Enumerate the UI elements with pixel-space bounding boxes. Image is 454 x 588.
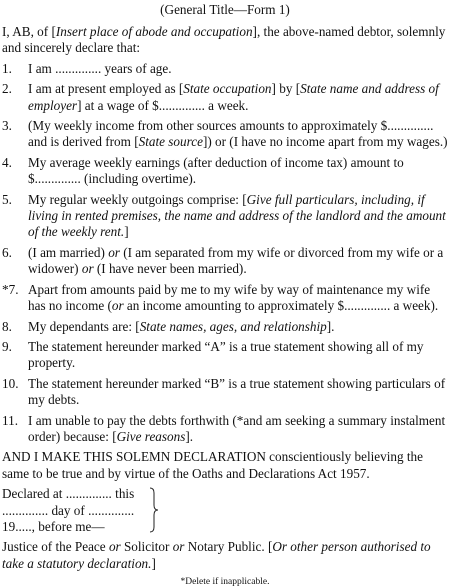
item-3 (2, 118, 448, 151)
item-placeholder: State name and address of employer (28, 81, 439, 113)
item-text (28, 192, 448, 241)
jurat-line-day-of: .............. day of .............. (2, 502, 135, 518)
item-text-part: My average weekly earnings (after deduction of income tax) amount to $.............. (including overtime). (28, 154, 404, 187)
item-text (28, 155, 448, 188)
right-brace-icon (149, 487, 159, 533)
item-7 (2, 282, 448, 315)
justice-placeholder: Or other person authorised to take a statutory declaration. (2, 539, 431, 571)
item-text-part: ]. (326, 318, 335, 334)
justice-text: Solicitor (120, 539, 173, 555)
item-1 (2, 61, 448, 77)
item-text (28, 339, 448, 372)
justice-text: Justice of the Peace (2, 539, 109, 555)
item-number: 11. (2, 412, 18, 428)
jurat-block (2, 486, 448, 536)
item-text-part: ] at a wage of $.............. a week. (77, 97, 249, 113)
item-text-part: My dependants are: [ (28, 318, 140, 334)
item-11 (2, 413, 448, 446)
intro-paragraph (2, 24, 448, 57)
justice-text: ] (151, 555, 156, 571)
item-9 (2, 339, 448, 372)
item-text-part: I am unable to pay the debts forthwith (*and am seeking a summary instalment order) because: [ (28, 412, 446, 444)
item-5 (2, 192, 448, 241)
item-text-part: I am at present employed as [ (28, 81, 184, 97)
item-number: 9. (2, 338, 12, 354)
intro-text: ], the above-named debtor, solemnly and sincerely declare that: (2, 24, 446, 56)
justice-text: Notary Public. [ (184, 539, 273, 555)
item-number: 1. (2, 60, 12, 76)
attesting-officer-line (2, 539, 448, 572)
item-conjunction: or (108, 244, 120, 260)
item-number: *7. (2, 281, 19, 297)
item-placeholder: State names, ages, and relationship (139, 318, 327, 334)
item-text-part: ]. (185, 428, 194, 444)
jurat-line-before-me: 19....., before me— (2, 518, 105, 534)
item-placeholder: Give reasons (116, 428, 186, 444)
item-conjunction: or (111, 298, 124, 314)
item-text (28, 61, 448, 77)
item-4 (2, 155, 448, 188)
item-text-part: (I am married) (28, 244, 109, 260)
item-text (28, 319, 448, 335)
form-title: (General Title—Form 1) (160, 2, 290, 17)
item-text (28, 118, 448, 151)
item-text-part: I am .............. years of age. (28, 60, 172, 76)
justice-conjunction: or (108, 539, 121, 555)
item-number: 6. (2, 244, 12, 260)
item-placeholder: State source (138, 134, 203, 150)
item-10 (2, 376, 448, 409)
solemn-declaration: AND I MAKE THIS SOLEMN DECLARATION conscientiously believing the same to be true and by virtue of the Oaths and Declarations Act 1957. (2, 449, 423, 481)
statutory-declaration-form (0, 2, 452, 588)
item-8 (2, 319, 448, 335)
item-text-part: My regular weekly outgoings comprise: [ (28, 191, 247, 207)
item-6 (2, 245, 448, 278)
item-text-part: Apart from amounts paid by me to my wife by way of maintenance my wife has no income ( (28, 281, 431, 314)
jurat-line-declared-at: Declared at .............. this (2, 486, 135, 502)
item-2 (2, 81, 448, 114)
item-number: 5. (2, 191, 12, 207)
item-text-part: an income amounting to approximately $.............. a week). (123, 298, 439, 314)
item-text-part: ]) or (I have no income apart from my wages.) (202, 134, 448, 150)
item-text-part: (I am separated from my wife or divorced from my wife or a widower) (28, 244, 444, 277)
item-text-part: The statement hereunder marked “B” is a true statement showing particulars of my debts. (28, 375, 446, 408)
item-placeholder: State occupation (183, 81, 272, 97)
item-text-part: ] by [ (271, 81, 301, 97)
item-text (28, 376, 448, 409)
item-text-part: (I have never been married). (93, 261, 247, 277)
item-text (28, 81, 448, 114)
item-number: 4. (2, 154, 12, 170)
item-number: 3. (2, 118, 12, 134)
footnote: *Delete if inapplicable. (180, 576, 270, 587)
intro-text: I, AB, of [ (2, 24, 56, 39)
justice-conjunction: or (172, 539, 185, 555)
item-conjunction: or (81, 261, 94, 277)
item-number: 10. (2, 375, 19, 391)
item-number: 8. (2, 318, 12, 334)
item-text (28, 282, 448, 315)
item-text-part: ] (124, 224, 129, 240)
item-text (28, 245, 448, 278)
item-text (28, 413, 448, 446)
item-number: 2. (2, 81, 12, 97)
item-text-part: (My weekly income from other sources amounts to approximately $.............. and is derived from [ (28, 118, 434, 150)
intro-placeholder: Insert place of abode and occupation (55, 24, 253, 39)
item-text-part: The statement hereunder marked “A” is a true statement showing all of my property. (28, 338, 424, 371)
item-placeholder: Give full particulars, including, if living in rented premises, the name and address of the landlord and the amount of the weekly rent. (28, 191, 446, 240)
